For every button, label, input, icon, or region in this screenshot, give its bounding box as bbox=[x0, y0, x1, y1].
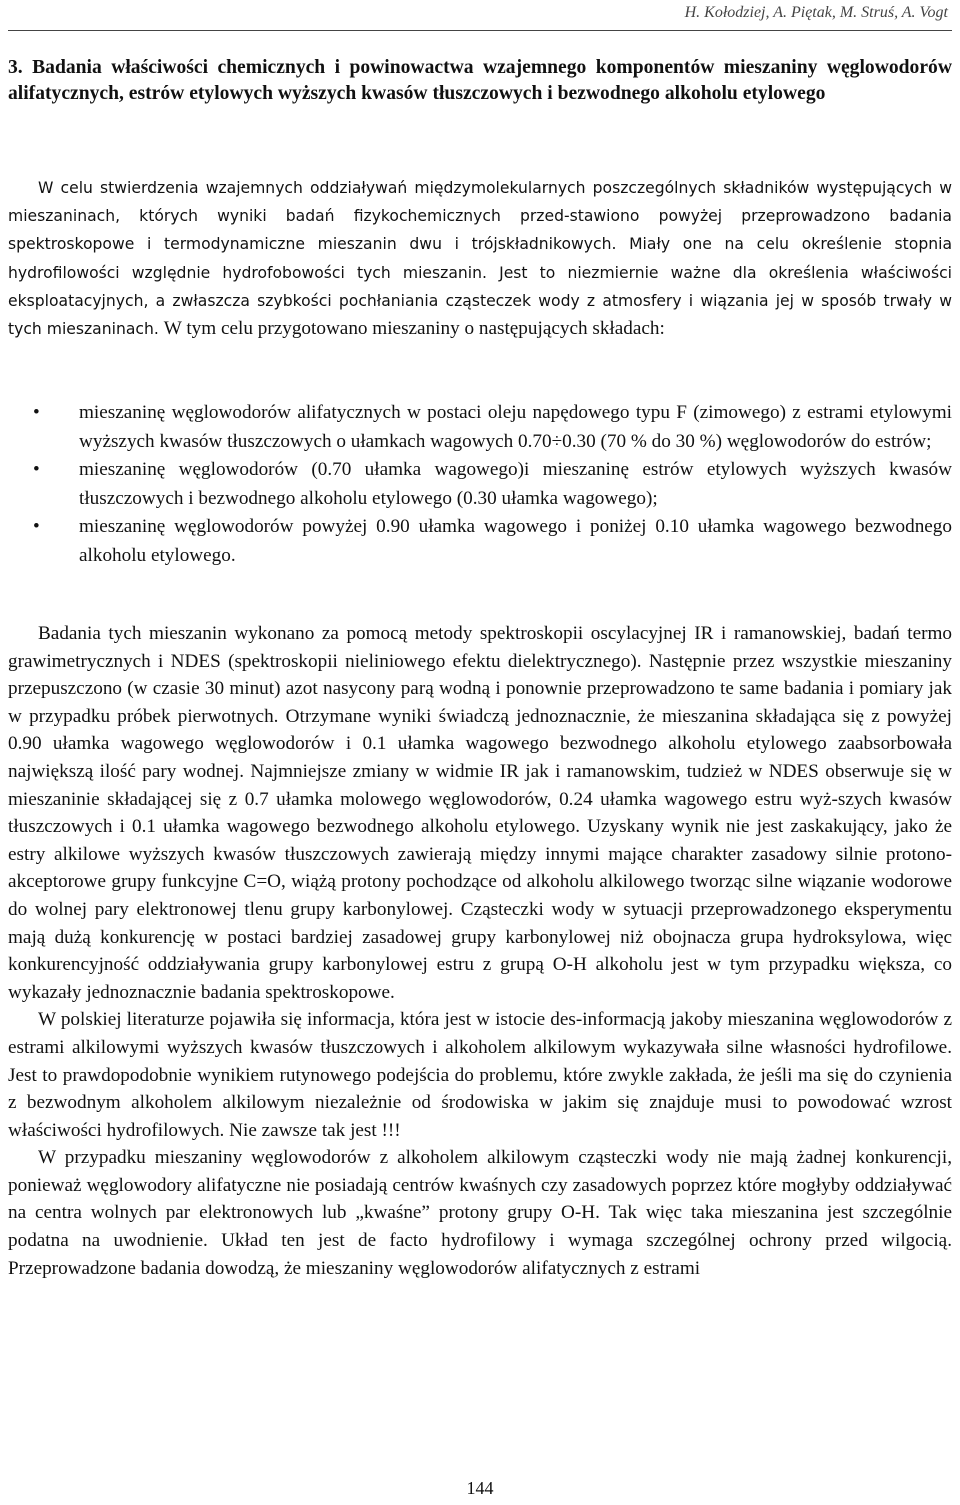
section-title: 3. Badania właściwości chemicznych i powinowactwa wzajemnego komponentów mieszaniny węglowodorów alifatycznych, estrów etylowych wyższych kwasów tłuszczowych i bezwodnego alkoholu etylowego bbox=[8, 57, 952, 104]
intro-paragraph bbox=[8, 174, 952, 343]
running-header: H. Kołodziej, A. Piętak, M. Struś, A. Vogt bbox=[684, 4, 948, 21]
list-item: • mieszaninę węglowodorów powyżej 0.90 ułamka wagowego i poniżej 0.10 ułamka wagowego bezwodnego alkoholu etylowego. bbox=[8, 513, 952, 570]
document-page bbox=[8, 0, 952, 1505]
page-number: 144 bbox=[466, 1478, 494, 1498]
paragraph: W polskiej literaturze pojawiła się informacja, która jest w istocie des-informacją jakoby mieszanina węglowodorów z estrami alkilowymi wyższych kwasów tłuszczowych i alkoholem alkilowym wykazywała silne własności hydrofilowe. Jest to prawdopodobnie wynikiem rutynowego podejścia do problemu, które zwykle zakłada, że jeśli ma się do czynienia z bezwodnym alkoholem alkilowym niezależnie od środowiska w jakim się znajduje musi to powodować wzrost właściwości hydrofilowych. Nie zawsze tak jest !!! bbox=[8, 1009, 952, 1141]
paragraph: W przypadku mieszaniny węglowodorów z alkoholem alkilowym cząsteczki wody nie mają żadnej konkurencji, ponieważ węglowodory alifatyczne nie posiadają centrów kwaśnych czy zasadowych poprzez które mogłyby oddziaływać na centra wolnych par elektronowych lub „kwaśne” protony grupy O-H. Tak więc taka mieszanina jest szczególnie podatna na uwodnienie. Układ ten jest de facto hydrofilowy i wymaga szczególnej ochrony przed wilgocią. Przeprowadzone badania dowodzą, że mieszaniny węglowodorów alifatycznych z estrami bbox=[8, 1147, 952, 1279]
intro-block bbox=[8, 174, 952, 343]
mixture-list bbox=[8, 399, 952, 571]
intro-continuation: Jest to niezmiernie ważne dla określenia właściwości eksploatacyjnych, a zwłaszcza szybkości pochłaniania cząsteczek wody z atmosfery i wiązania jej w sposób trwały w tych mieszaninach. bbox=[8, 263, 953, 339]
intro-text: W celu stwierdzenia wzajemnych oddziaływań międzymolekularnych poszczególnych składników występujących w mieszaninach, których wyniki badań fizykochemicznych przed-stawiono powyżej przeprowadzono badania spektroskopowe i termodynamiczne mieszanin dwu i trójskładnikowych. Miały one na celu określenie stopnia hydrofilowości względnie hydrofobowości tych mieszanin. bbox=[8, 179, 952, 282]
list-item: • mieszaninę węglowodorów (0.70 ułamka wagowego)i mieszaninę estrów etylowych wyższych kwasów tłuszczowych i bezwodnego alkoholu etylowego (0.30 ułamka wagowego); bbox=[8, 456, 952, 513]
header-rule bbox=[8, 30, 952, 31]
paragraph: Badania tych mieszanin wykonano za pomocą metody spektroskopii oscylacyjnej IR i ramanowskiej, badań termo grawimetrycznych i NDES (spektroskopii nieliniowego efektu dielektrycznego). Następnie przez wszystkie mieszaniny przepuszczono (w czasie 30 minut) azot nasycony parą wodną i ponownie przeprowadzono te same badania i pomiary jak w przypadku próbek pierwotnych. Otrzymane wyniki świadczą jednoznacznie, że mieszanina składająca się z powyżej 0.90 ułamka wagowego węglowodorów i 0.1 ułamka wagowego bezwodnego alkoholu etylowego zaabsorbowała największą ilość pary wodnej. Najmniejsze zmiany w widmie IR jak i ramanowskim, tudzież w NDES obserwuje się w mieszaninie składającej się z 0.7 ułamka molowego węglowodorów, 0.24 ułamka wagowego estru wyż-szych kwasów tłuszczowych i 0.1 ułamka wagowego bezwodnego alkoholu etylowego. Uzyskany wynik nie jest zaskakujący, jako że estry alkilowe wyższych kwasów tłuszczowych zawierają między innymi mające charakter zasadowy silnie protono-akceptorowe grupy funkcyjne C=O, wiążą protony pochodzące od alkoholu alkilowego tworząc silne wiązanie wodorowe do wolnej pary elektronowej tlenu grupy karbonylowej. Cząsteczki wody w sytuacji przeprowadzonego eksperymentu mają dużą konkurencję w postaci bardziej zasadowej grupy karbonylowej niż obojnacza grupa hydroksylowa, więc konkurencyjność oddziaływania grupy karbonylowej estru z grupą O-H alkoholu jest w tym przypadku większa, co wykazały jednoznacznie badania spektroskopowe. bbox=[8, 623, 952, 1003]
body-text bbox=[8, 620, 952, 1282]
intro-serif-part: W tym celu przygotowano mieszaniny o następujących składach: bbox=[163, 318, 665, 340]
list-item: • mieszaninę węglowodorów alifatycznych w postaci oleju napędowego typu F (zimowego) z estrami etylowymi wyższych kwasów tłuszczowych o ułamkach wagowych 0.70÷0.30 (70 % do 30 %) węglowodorów do estrów; bbox=[8, 399, 952, 456]
